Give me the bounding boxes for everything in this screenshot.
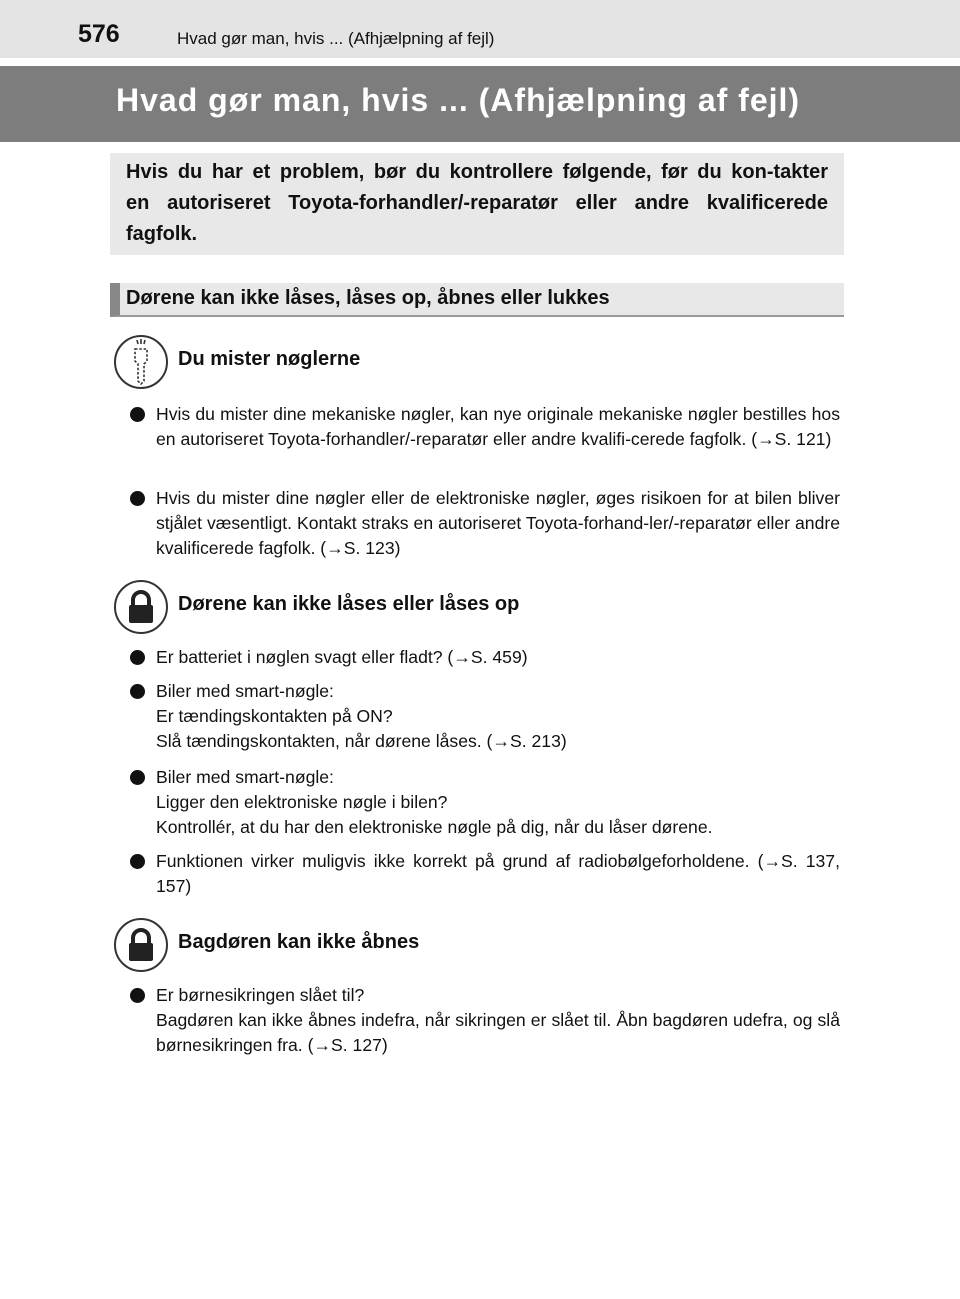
subsection-title: Du mister nøglerne: [178, 348, 361, 370]
bullet-text: Hvis du mister dine nøgler eller de elektroniske nøgler, øges risikoen for at bilen bliver stjålet væsentligt. Kontakt straks en autoriseret Toyota-forhand-ler/-reparatør eller andre kvalificerede fagfolk. (→S. 123): [156, 488, 840, 558]
bullet-line: Ligger den elektroniske nøgle i bilen?: [156, 792, 448, 812]
bullet-text-block: [156, 679, 840, 754]
list-item: [130, 765, 840, 840]
bullet-line: Biler med smart-nøgle:: [156, 767, 334, 787]
bullet-text-block: [156, 765, 840, 840]
bullet-line: Biler med smart-nøgle:: [156, 681, 334, 701]
section-header: [110, 283, 844, 317]
page-number: 576: [78, 20, 120, 48]
subsection-title: Dørene kan ikke låses eller låses op: [178, 593, 520, 615]
intro-box: [110, 153, 844, 255]
list-item: [130, 402, 840, 452]
bullet-text: Funktionen virker muligvis ikke korrekt på grund af radiobølgeforholdene. (→S. 137, 157): [156, 851, 840, 896]
bullet-dot: [130, 491, 145, 506]
lock-icon: [114, 580, 168, 634]
key-icon: [114, 335, 168, 389]
bullet-dot: [130, 684, 145, 699]
running-title: Hvad gør man, hvis ... (Afhjælpning af fejl): [177, 29, 495, 48]
list-item: [130, 983, 840, 1058]
bullet-dot: [130, 650, 145, 665]
lock-icon: [114, 918, 168, 972]
bullet-dot: [130, 988, 145, 1003]
header-bar: [0, 0, 960, 58]
list-item: [130, 849, 840, 899]
bullet-dot: [130, 407, 145, 422]
bullet-text: Hvis du mister dine mekaniske nøgler, kan nye originale mekaniske nøgler bestilles hos en autoriseret Toyota-forhandler/-reparatør eller andre kvalifi-cerede fagfolk. (→S. 121): [156, 404, 840, 449]
list-item: [130, 679, 840, 754]
bullet-line: Bagdøren kan ikke åbnes indefra, når sikringen er slået til. Åbn bagdøren udefra, og slå børnesikringen fra. (→S. 127): [156, 1010, 840, 1055]
subsection-title: Bagdøren kan ikke åbnes: [178, 931, 420, 953]
bullet-dot: [130, 854, 145, 869]
intro-text: Hvis du har et problem, bør du kontrollere følgende, før du kon-takter en autoriseret Toyota-forhandler/-reparatør eller andre kvalificerede fagfolk.: [126, 161, 828, 245]
bullet-line: Er tændingskontakten på ON?: [156, 706, 393, 726]
section-title: Dørene kan ikke låses, låses op, åbnes eller lukkes: [126, 287, 610, 309]
bullet-dot: [130, 770, 145, 785]
bullet-line: Kontrollér, at du har den elektroniske nøgle på dig, når du låser dørene.: [156, 817, 713, 837]
bullet-line: Slå tændingskontakten, når dørene låses. (→S. 213): [156, 731, 567, 751]
bullet-text-block: [156, 983, 840, 1058]
bullet-text: Er batteriet i nøglen svagt eller fladt? (→S. 459): [156, 647, 528, 667]
bullet-line: Er børnesikringen slået til?: [156, 985, 365, 1005]
page-title: Hvad gør man, hvis ... (Afhjælpning af fejl): [116, 82, 801, 118]
list-item: [130, 486, 840, 561]
list-item: [130, 645, 840, 670]
title-band: [0, 66, 960, 142]
